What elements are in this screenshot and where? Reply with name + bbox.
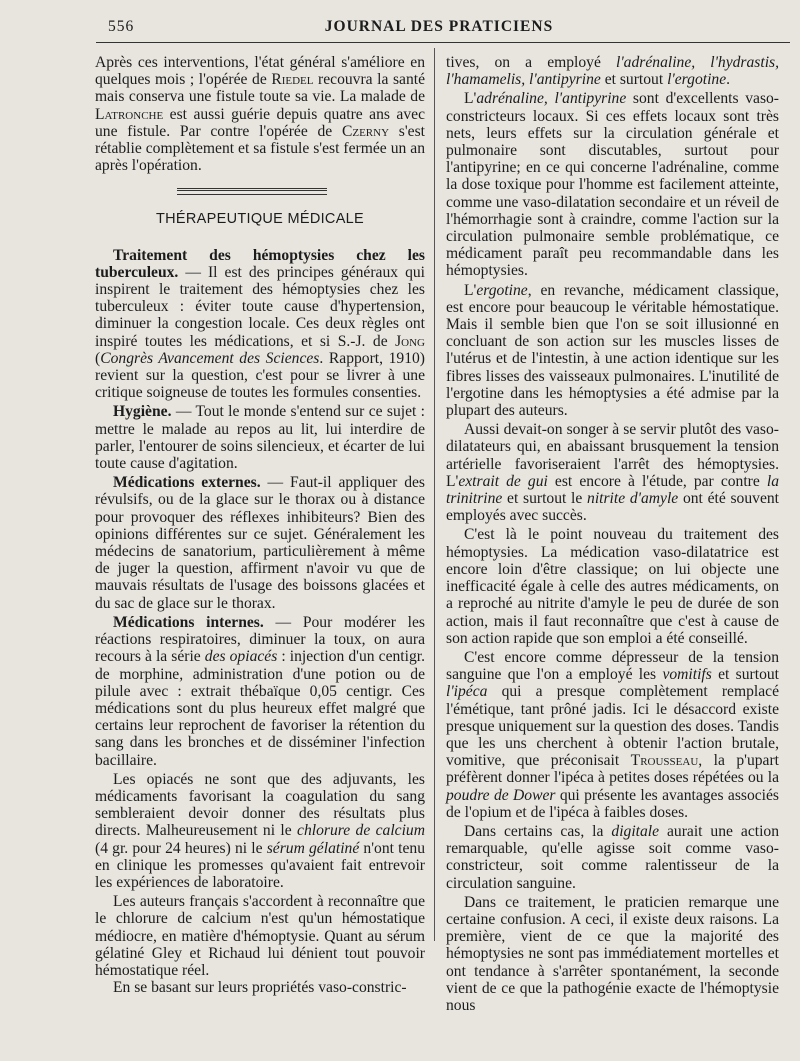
paragraph: Médications externes. — Faut-il appliquer des révulsifs, ou de la glace sur le thorax ou à distance pour provoquer des réflexes inhibiteurs? Bien des opinions différentes sur ce sujet. Généralement les médecins de sanatorium, particulièrement à même de juger la question, affirment n'avoir vu que de mauvais résultats de l'usage des boissons glacées et du sac de glace sur le thorax. [95,474,425,612]
paragraph: Aussi devait-on songer à se servir plutôt des vaso-dilatateurs qui, en abaissant brusquement la tension artérielle favoriseraient l'arrêt des hémoptysies. L'extrait de gui est encore à l'étude, par contre la trinitrine et surtout le nitrite d'amyle ont été souvent employés avec succès. [446,421,780,525]
right-column [446,54,779,1014]
left-column [95,54,425,996]
paragraph-heading: Médications internes. [113,613,264,631]
paragraph: Dans ce traitement, le praticien remarque une certaine confusion. A ceci, il existe deux raisons. La première, vient de ce que la majorité des hémoptysies ne sont pas immédiatement mortelles et ont tendance à s'arrêter spontanément, la seconde vient de ce que la pathogénie exacte de l'hémoptysie nous [446,893,779,1014]
paragraph: L'ergotine, en revanche, médicament classique, est encore pour beaucoup le véritable hémostatique. Mais il semble bien que l'on se soit illusionné en concluant de son action sur les muscles lisses de l'utérus et de l'intestin, à une action identique sur les fibres lisses des vaisseaux pulmonaires. L'inutilité de l'ergotine dans les hémoptysies a été admise par la plupart des auteurs. [446,281,779,420]
paragraph: C'est encore comme dépresseur de la tension sanguine que l'on a employé les vomitifs et surtout l'ipéca qui a presque complètement remplacé l'émétique, tant prôné jadis. Ici le désaccord existe presque uniquement sur la question des doses. Tandis que les uns cherchent à obtenir l'action brutale, vomitive, que préconisait Trousseau, la p'upart préfèrent donner l'ipéca à petites doses répétées ou la poudre de Dower qui présente les avantages associés de l'opium et de l'ipéca à faibles doses. [446,648,780,821]
paragraph: Dans certains cas, la digitale aurait une action remarquable, qu'elle agisse soit comme vaso-constricteur, soit comme ralentisseur de la circulation sanguine. [446,822,779,892]
header-rule [96,42,790,43]
section-title: THÉRAPEUTIQUE MÉDICALE [155,211,365,228]
paragraph: Les opiacés ne sont que des adjuvants, les médicaments favorisant la coagulation du sang sembleraient devoir donner des résultats plus directs. Malheureusement ni le chlorure de calcium (4 gr. pour 24 heures) ni le sérum gélatiné n'ont tenu en clinique les promesses qu'avaient fait entrevoir les expériences de laboratoire. [95,770,425,891]
paragraph: En se basant sur leurs propriétés vaso-constric- [113,979,407,997]
paragraph: C'est là le point nouveau du traitement des hémoptysies. La médication vaso-dilatatrice est encore loin d'être classique; on lui objecte une inefficacité égale à celle des autres médicaments, on a reproché au nitrite d'amyle le peu de durée de son action, mais il faut reconnaître que c'est à cause de son action rapide que son emploi a été conseillé. [446,526,779,647]
journal-title: JOURNAL DES PRATICIENS [324,18,554,35]
paragraph: Après ces interventions, l'état général s'améliore en quelques mois ; l'opérée de Riedel recouvra la santé mais conserva une fistule toute sa vie. La malade de Latronche est aussi guérie depuis quatre ans avec une fistule. Par contre l'opérée de Czerny s'est rétablie complètement et sa fistule s'est fermée un an après l'opération. [95,54,426,175]
paragraph-heading: Hygiène. [113,403,172,421]
paragraph: L'adrénaline, l'antipyrine sont d'excellents vaso-constricteurs locaux. Si ces effets locaux sont très nets, leurs effets sur la circulation générale et pulmonaire sont discutables, surtout pour l'antipyrine; en ce qui concerne l'adrénaline, comme la dose toxique pour l'homme est facilement atteinte, comme une vaso-dilatation secondaire et un réveil de l'hémorrhagie sont à craindre, comme l'action sur la circulation pulmonaire semble problématique, ce médicament paraît peu recommandable dans les hémoptysies. [446,90,779,280]
section-divider [177,188,327,195]
paragraph-heading: Médications externes. [113,474,261,492]
paragraph: Les auteurs français s'accordent à reconnaître que le chlorure de calcium n'est qu'un hémostatique médiocre, en matière d'hémoptysie. Quant au sérum gélatiné Gley et Richaud lui dénient tout pouvoir hémostatique réel. [95,893,425,979]
page-number: 556 [108,18,135,35]
paragraph-heading: Traitement des hémoptysies chez les tuberculeux. [95,246,425,281]
paragraph: Médications internes. — Pour modérer les réactions respiratoires, diminuer la toux, on aura recours à la série des opiacés : injection d'un centigr. de morphine, administration d'une potion ou de pilule avec : extrait thébaïque 0,05 centigr. Ces médications sont du plus heureux effet malgré que certains leur reprochent de favoriser la rétention du sang dans les bronches et de disséminer l'infection bacillaire. [95,613,425,769]
paragraph: Hygiène. — Tout le monde s'entend sur ce sujet : mettre le malade au repos au lit, lui interdire de parler, l'entourer de soins silencieux, et écarter de lui toute cause d'agitation. [95,403,425,473]
running-header [94,14,784,38]
paragraph: tives, on a employé l'adrénaline, l'hydrastis, l'hamamelis, l'antipyrine et surtout l'ergotine. [446,54,780,89]
paragraph: Traitement des hémoptysies chez les tuberculeux. — Il est des principes généraux qui inspirent le traitement des hémoptysies chez les tuberculeux : éviter toute cause d'hypertension, diminuer la congestion locale. Ces deux règles ont inspiré toutes les médications, et si S.-J. de Jong (Congrès Avancement des Sciences. Rapport, 1910) revient sur la question, c'est pour se livrer à une critique soigneuse de toutes les formules consenties. [95,246,425,402]
column-separator [434,48,435,941]
